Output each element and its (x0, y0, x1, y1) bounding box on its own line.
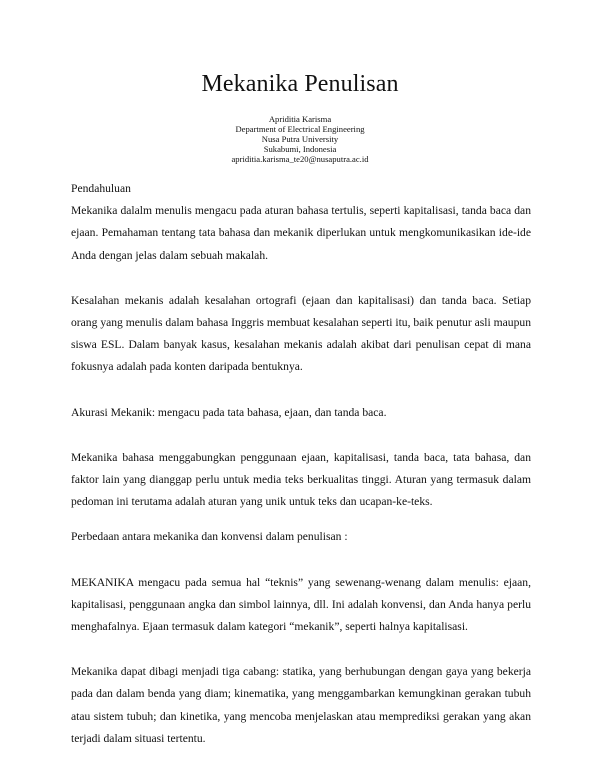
paragraph-3: Akurasi Mekanik: mengacu pada tata bahasa, ejaan, dan tanda baca. (71, 405, 387, 419)
document-body (71, 178, 531, 750)
paragraph-4: Mekanika bahasa menggabungkan penggunaan ejaan, kapitalisasi, tanda baca, tata bahasa, dan faktor lain yang dianggap perlu untuk media teks berkualitas tinggi. Aturan yang termasuk dalam pedoman ini terutama adalah aturan yang unik untuk teks dan ucapan-ke-teks. (71, 450, 531, 509)
author-department: Department of Electrical Engineering (235, 124, 365, 134)
section-heading: Pendahuluan (71, 182, 131, 195)
paragraph-2: Kesalahan mekanis adalah kesalahan ortografi (ejaan dan kapitalisasi) dan tanda baca. Setiap orang yang menulis dalam bahasa Inggris membuat kesalahan seperti itu, baik penutur asli maupun siswa ESL. Dalam banyak kasus, kesalahan mekanis adalah akibat dari penulisan cepat di mana fokusnya adalah pada konten daripada bentuknya. (71, 293, 531, 374)
author-email: apriditia.karisma_te20@nusaputra.ac.id (231, 154, 369, 164)
author-location: Sukabumi, Indonesia (263, 144, 337, 154)
paragraph-1: Mekanika dalalm menulis mengacu pada aturan bahasa tertulis, seperti kapitalisasi, tanda baca dan ejaan. Pemahaman tentang tata bahasa dan mekanik diperlukan untuk mengkomunikasikan ide-ide Anda dengan jelas dalam sebuah makalah. (71, 204, 531, 262)
paragraph-6: MEKANIKA mengacu pada semua hal “teknis” yang sewenang-wenang dalam menulis: ejaan, kapitalisasi, penggunaan angka dan simbol lainnya, dll. Ini adalah konvensi, dan Anda hanya perlu menghafalnya. Ejaan termasuk dalam kategori “mekanik”, seperti halnya kapitalisasi. (71, 575, 531, 634)
document-title: Mekanika Penulisan (201, 71, 399, 97)
author-block (0, 114, 600, 164)
author-university: Nusa Putra University (261, 134, 339, 144)
paragraph-7: Mekanika dapat dibagi menjadi tiga cabang: statika, yang berhubungan dengan gaya yang bekerja pada dan dalam benda yang diam; kinematika, yang menggambarkan kemungkinan gerakan tubuh atau sistem tubuh; dan kinetika, yang mencoba menjelaskan atau memprediksi gerakan yang akan terjadi dalam situasi tertentu. (71, 665, 531, 745)
paragraph-5: Perbedaan antara mekanika dan konvensi dalam penulisan : (71, 530, 348, 544)
author-name: Apriditia Karisma (268, 114, 332, 124)
